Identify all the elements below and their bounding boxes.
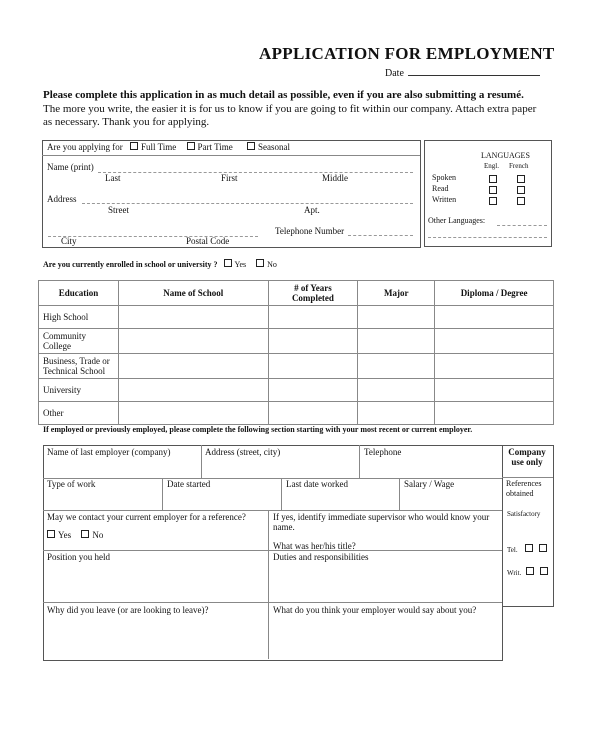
applying-for-label: Are you applying for — [47, 142, 123, 152]
school-question — [43, 259, 277, 269]
other-languages-label: Other Languages: — [428, 216, 486, 225]
duties-label: Duties and responsibilities — [273, 552, 369, 562]
references-obtained-label: References obtained — [506, 479, 542, 498]
row-label: Other — [39, 402, 119, 425]
writ-no-checkbox[interactable] — [540, 567, 548, 575]
contact-no-label: No — [92, 530, 104, 540]
school-cell[interactable] — [118, 306, 268, 329]
written-french-checkbox[interactable] — [517, 197, 525, 205]
date-started-label: Date started — [167, 479, 211, 489]
page-title: APPLICATION FOR EMPLOYMENT — [259, 44, 555, 63]
intro-bold: Please complete this application in as much detail as possible, even if you are also submitting a resumé. — [43, 89, 524, 101]
school-cell[interactable] — [118, 354, 268, 379]
applying-for-row — [47, 142, 290, 152]
divider — [201, 445, 202, 478]
contact-no-checkbox[interactable] — [81, 530, 89, 538]
contact-question-label: May we contact your current employer for a reference? — [47, 512, 246, 522]
other-languages-line[interactable] — [497, 225, 547, 226]
other-languages-line-2[interactable] — [428, 237, 547, 238]
school-no-checkbox[interactable] — [256, 259, 264, 267]
school-no-label: No — [267, 260, 277, 269]
school-yes-label: Yes — [234, 260, 247, 269]
satisfactory-label: Satisfactory — [507, 510, 541, 518]
supervisor-label: If yes, identify immediate supervisor who would know your name. — [273, 512, 490, 532]
ref-tel-label: Tel. — [507, 546, 518, 554]
lang-row-written: Written — [432, 195, 457, 204]
first-label: First — [221, 173, 238, 183]
row-label: High School — [39, 306, 119, 329]
written-engl-checkbox[interactable] — [489, 197, 497, 205]
full-time-checkbox[interactable] — [130, 142, 138, 150]
contact-yes-checkbox[interactable] — [47, 530, 55, 538]
divider — [399, 478, 400, 510]
name-print-label: Name (print) — [47, 162, 94, 172]
divider — [43, 510, 502, 511]
lang-col-engl: Engl. — [484, 162, 499, 170]
lang-row-read: Read — [432, 184, 449, 193]
diploma-cell[interactable] — [435, 379, 554, 402]
position-held-label: Position you held — [47, 552, 111, 562]
writ-yes-checkbox[interactable] — [526, 567, 534, 575]
school-question-label: Are you currently enrolled in school or university ? — [43, 260, 218, 269]
seasonal-label: Seasonal — [258, 142, 291, 152]
col-education: Education — [39, 281, 119, 306]
years-cell[interactable] — [268, 354, 358, 379]
telephone-label: Telephone Number — [275, 226, 345, 236]
table-row — [39, 306, 554, 329]
ref-tel-row — [507, 544, 550, 554]
col-major: Major — [358, 281, 435, 306]
part-time-checkbox[interactable] — [187, 142, 195, 150]
intro-paragraph — [43, 89, 563, 130]
education-header-row — [39, 281, 554, 306]
years-cell[interactable] — [268, 329, 358, 354]
employment-intro: If employed or previously employed, please complete the following section starting with your most recent or current employer. — [43, 425, 473, 434]
city-label: City — [61, 236, 77, 246]
major-cell[interactable] — [358, 402, 435, 425]
years-cell[interactable] — [268, 379, 358, 402]
divider — [502, 477, 553, 478]
table-row — [39, 354, 554, 379]
education-table — [38, 280, 554, 425]
personal-info-box — [42, 140, 421, 248]
table-row — [39, 402, 554, 425]
col-years: # of Years Completed — [268, 281, 358, 306]
last-date-worked-label: Last date worked — [286, 479, 348, 489]
employer-name-label: Name of last employer (company) — [47, 447, 171, 457]
lang-row-spoken: Spoken — [432, 173, 456, 182]
major-cell[interactable] — [358, 379, 435, 402]
school-cell[interactable] — [118, 379, 268, 402]
name-line[interactable] — [98, 172, 413, 173]
languages-title: LANGUAGES — [481, 151, 530, 160]
employer-telephone-label: Telephone — [364, 447, 402, 457]
employer-opinion-label: What do you think your employer would say about you? — [273, 605, 477, 615]
read-engl-checkbox[interactable] — [489, 186, 497, 194]
middle-label: Middle — [322, 173, 348, 183]
why-leave-label: Why did you leave (or are looking to leave)? — [47, 605, 209, 615]
spoken-french-checkbox[interactable] — [517, 175, 525, 183]
last-label: Last — [105, 173, 121, 183]
part-time-label: Part Time — [197, 142, 233, 152]
divider — [359, 445, 360, 478]
supervisor-title-label: What was her/his title? — [273, 541, 356, 551]
row-label: Community College — [39, 329, 119, 354]
col-school-name: Name of School — [118, 281, 268, 306]
tel-yes-checkbox[interactable] — [525, 544, 533, 552]
tel-no-checkbox[interactable] — [539, 544, 547, 552]
major-cell[interactable] — [358, 306, 435, 329]
divider — [162, 478, 163, 510]
diploma-cell[interactable] — [435, 306, 554, 329]
employer-address-label: Address (street, city) — [205, 447, 281, 457]
diploma-cell[interactable] — [435, 402, 554, 425]
intro-line-2: The more you write, the easier it is for us to know if you are going to fit within our company. Attach extra paper — [43, 102, 537, 115]
date-line[interactable] — [408, 66, 540, 76]
postal-code-label: Postal Code — [186, 236, 230, 246]
row-label: University — [39, 379, 119, 402]
salary-label: Salary / Wage — [404, 479, 455, 489]
date-field[interactable] — [385, 66, 540, 79]
school-cell[interactable] — [118, 402, 268, 425]
major-cell[interactable] — [358, 354, 435, 379]
spoken-engl-checkbox[interactable] — [489, 175, 497, 183]
divider — [281, 478, 282, 510]
telephone-line[interactable] — [348, 235, 413, 236]
street-label: Street — [108, 205, 129, 215]
type-of-work-label: Type of work — [47, 479, 96, 489]
contact-options — [47, 530, 103, 540]
lang-col-french: French — [509, 162, 529, 170]
divider — [42, 155, 420, 156]
diploma-cell[interactable] — [435, 329, 554, 354]
intro-line-3: as necessary. Thank you for applying. — [43, 116, 210, 128]
school-yes-checkbox[interactable] — [224, 259, 232, 267]
table-row — [39, 379, 554, 402]
read-french-checkbox[interactable] — [517, 186, 525, 194]
table-row — [39, 329, 554, 354]
date-label: Date — [385, 68, 404, 79]
divider — [43, 602, 502, 603]
major-cell[interactable] — [358, 329, 435, 354]
address-label: Address — [47, 194, 77, 204]
company-use-only-label: Company use only — [508, 447, 546, 467]
col-diploma: Diploma / Degree — [435, 281, 554, 306]
years-cell[interactable] — [268, 402, 358, 425]
full-time-label: Full Time — [140, 142, 177, 152]
company-use-box — [502, 445, 554, 607]
row-label: Business, Trade or Technical School — [39, 354, 119, 379]
school-cell[interactable] — [118, 329, 268, 354]
years-cell[interactable] — [268, 306, 358, 329]
contact-yes-label: Yes — [58, 530, 72, 540]
seasonal-checkbox[interactable] — [247, 142, 255, 150]
apt-label: Apt. — [304, 205, 320, 215]
address-line[interactable] — [82, 203, 413, 204]
ref-writ-label: Writ. — [507, 569, 522, 577]
divider — [268, 510, 269, 659]
diploma-cell[interactable] — [435, 354, 554, 379]
ref-writ-row — [507, 567, 551, 577]
